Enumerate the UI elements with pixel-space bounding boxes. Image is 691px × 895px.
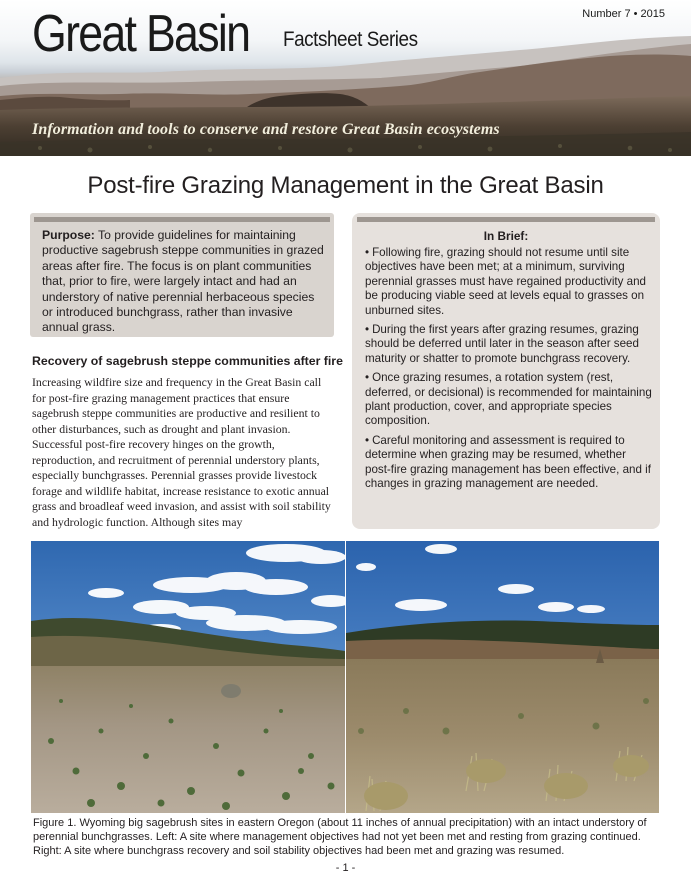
issue-number: Number 7 • 2015: [582, 8, 665, 20]
list-item-text: During the first years after grazing resumes, grazing should be deferred until later in the season after seed maturity or shatter to promote bunchgrass recovery.: [365, 323, 639, 365]
series-title: Great Basin: [32, 5, 250, 63]
bullet-icon: •: [365, 246, 370, 259]
list-item: [365, 323, 653, 366]
list-item-text: Careful monitoring and assessment is required to determine when grazing may be resumed, whether post-fire grazing management has been effective, and if changes in grazing management are needed.: [365, 433, 651, 491]
bullet-icon: •: [365, 433, 370, 447]
in-brief-list: [365, 246, 653, 497]
figure-photo-right: [346, 541, 659, 813]
list-item: [365, 246, 653, 318]
bullet-icon: •: [365, 323, 370, 337]
series-tagline: Information and tools to conserve and restore Great Basin ecosystems: [32, 121, 500, 138]
series-subtitle: Factsheet Series: [283, 28, 418, 51]
in-brief-rule: [357, 217, 655, 222]
list-item: [365, 371, 653, 429]
in-brief-heading: In Brief:: [483, 229, 529, 243]
figure-photo-left: [31, 541, 345, 813]
recovery-heading: Recovery of sagebrush steppe communities after fire: [32, 354, 343, 368]
recovery-body: Increasing wildfire size and frequency in the Great Basin call for post-fire grazing management practices that ensure sagebrush steppe communities are productive and resilient to other disturbances, such as drought and plant invasion. Successful post-fire recovery hinges on the growth, reproduction, and recruitment of perennial understory plants, especially bunchgrasses. Perennial grasses provide livestock forage and wildlife habitat, increase resistance to exotic annual grass and broadleaf weed invasion, and assist with soil stability and hydrologic function. Although sites may: [32, 375, 331, 529]
masthead-banner: [0, 0, 691, 156]
purpose-text: [42, 228, 324, 336]
purpose-label: Purpose:: [42, 228, 95, 242]
in-brief-box: [352, 213, 660, 529]
figure-caption: Figure 1. Wyoming big sagebrush sites in eastern Oregon (about 11 inches of annual precipitation) with an intact understory of perennial bunchgrasses. Left: A site where management objectives had not yet been met and resting from grazing continued. Right: A site where bunchgrass recovery and soil stability objectives had been met and grazing was resumed.: [33, 817, 647, 858]
page-number: - 1 -: [335, 862, 356, 874]
purpose-body: To provide guidelines for maintaining productive sagebrush steppe communities in grazed areas after fire. The focus is on plant communities that, prior to fire, were largely intact and had an understory of native perennial herbaceous species or introduced bunchgrass, rather than invasive annual grass.: [42, 228, 324, 335]
bullet-icon: •: [365, 371, 370, 385]
list-item-text: Following fire, grazing should not resume until site objectives have been met; at a minimum, surviving perennial grasses must have regained productivity and be producing viable seed at levels equal to grasses on unburned sites.: [365, 246, 646, 317]
list-item: [365, 434, 653, 492]
purpose-box: [30, 213, 334, 337]
list-item-text: Once grazing resumes, a rotation system (rest, deferred, or decisional) is recommended for maintaining plant production, cover, and appropriate species composition.: [365, 371, 652, 428]
purpose-box-rule: [34, 217, 330, 222]
document-title: Post-fire Grazing Management in the Great Basin: [87, 172, 604, 199]
